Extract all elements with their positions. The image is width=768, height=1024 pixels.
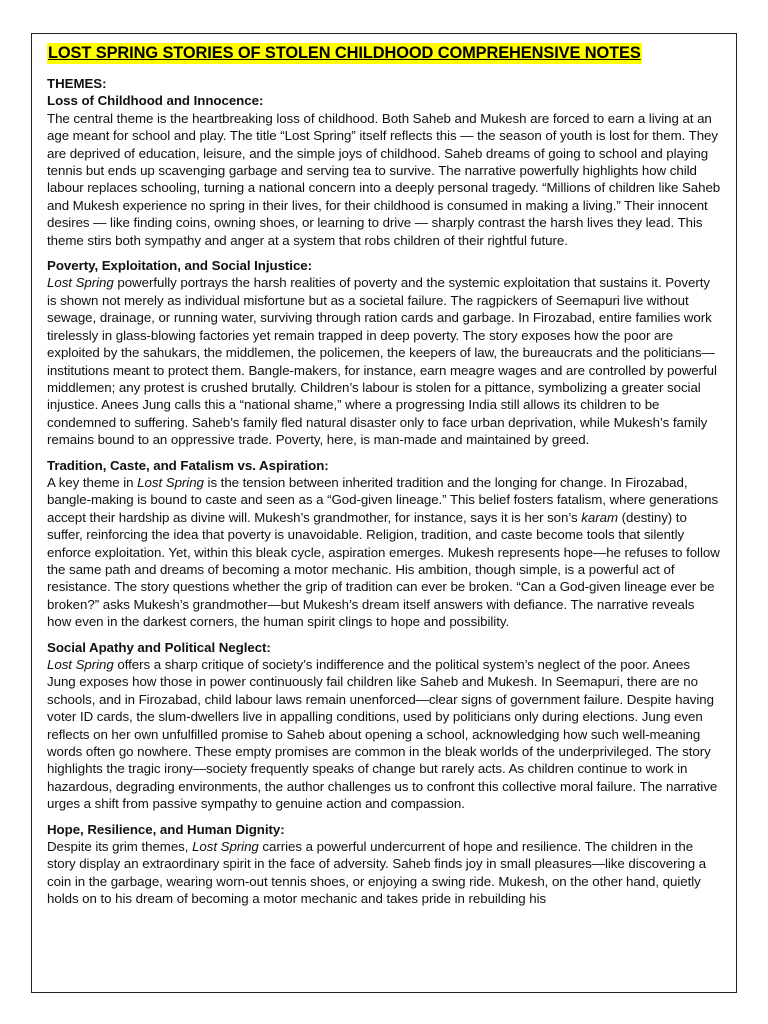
section-heading: Poverty, Exploitation, and Social Injustice: bbox=[47, 258, 313, 274]
italic-title: Lost Spring bbox=[47, 275, 114, 291]
section-paragraph bbox=[47, 110, 721, 249]
italic-title: Lost Spring bbox=[192, 839, 259, 855]
section-heading: Loss of Childhood and Innocence: bbox=[47, 93, 264, 109]
themes-label: THEMES: bbox=[47, 76, 107, 91]
section-heading: Social Apathy and Political Neglect: bbox=[47, 639, 271, 655]
section-poverty-exploitation bbox=[47, 257, 721, 448]
paragraph-text: is the tension between inherited tradition and the longing for change. In Firozabad, bangle-making is bound to caste and seen as a “God-given lineage.” This belief fosters fatalism, where generations accept their hardship as divine will. Mukesh’s grandmother, for instance, says it is her son’s bbox=[47, 474, 719, 525]
document-body bbox=[32, 34, 736, 908]
section-tradition-caste bbox=[47, 457, 721, 631]
page-frame bbox=[31, 33, 737, 993]
section-paragraph bbox=[47, 474, 721, 631]
section-hope-resilience bbox=[47, 821, 721, 908]
section-loss-of-childhood bbox=[47, 92, 721, 249]
paragraph-text: (destiny) to suffer, reinforcing the idea that poverty is unavoidable. Religion, tradition, and caste become tools that silently enforce exploitation. Yet, within this bleak cycle, aspiration emerges. Mukesh represents hope—he refuses to follow the same path and dreams of becoming a motor mechanic. His ambition, though simple, is a powerful act of resistance. The story questions whether the grip of tradition can ever be broken. “Can a God-given lineage ever be broken?” asks Mukesh’s grandmother—but Mukesh’s dream itself answers with defiance. The narrative reveals how even in the darkest corners, the human spirit clings to hope and possibility. bbox=[47, 509, 720, 630]
italic-title: Lost Spring bbox=[137, 474, 204, 490]
section-paragraph bbox=[47, 838, 721, 908]
section-heading: Tradition, Caste, and Fatalism vs. Aspiration: bbox=[47, 457, 329, 473]
page-title: LOST SPRING STORIES OF STOLEN CHILDHOOD COMPREHENSIVE NOTES bbox=[48, 44, 641, 62]
paragraph-text: carries a powerful undercurrent of hope and resilience. The children in the story display an extraordinary spirit in the face of adversity. Saheb finds joy in small pleasures—like discovering a coin in the garbage, wearing worn-out tennis shoes, or enjoying a swing ride. Mukesh, on the other hand, quietly holds on to his dream of becoming a motor mechanic and takes pride in rebuilding his bbox=[47, 839, 707, 907]
italic-title: Lost Spring bbox=[47, 657, 114, 672]
title-wrapper bbox=[47, 43, 721, 64]
paragraph-text: offers a sharp critique of society’s indifference and the political system’s neglect of the poor. Anees Jung exposes how those in power continuously fail children like Saheb and Mukesh. In Seemapuri, there are no schools, and in Firozabad, child labour laws remain unenforced—clear signs of government failure. Despite having voter ID cards, the slum-dwellers live in appalling conditions, used by politicians only during elections. Jung even reflects on her own unfulfilled promise to Saheb about opening a school, acknowledging how such well-meaning words often go nowhere. These empty promises are common in the bleak worlds of the underprivileged. The story highlights the tragic irony—society frequently speaks of change but rarely acts. As children continue to work in hazardous, degrading environments, the author challenges us to confront this collective moral failure. The narrative urges a shift from passive sympathy to genuine action and compassion. bbox=[47, 657, 718, 812]
section-social-apathy bbox=[47, 639, 721, 813]
paragraph-text: Despite its grim themes, bbox=[47, 839, 193, 855]
paragraph-text: A key theme in bbox=[47, 474, 138, 490]
section-paragraph bbox=[47, 656, 721, 813]
section-heading: Hope, Resilience, and Human Dignity: bbox=[47, 821, 285, 837]
paragraph-text: powerfully portrays the harsh realities of poverty and the systemic exploitation that sustains it. Poverty is shown not merely as individual misfortune but as a societal failure. The ragpickers of Seemapuri live without sewage, drainage, or running water, surviving through ration cards and garbage. In Firozabad, entire families work tirelessly in glass-blowing factories yet remain trapped in deep poverty. The story exposes how the poor are exploited by the sahukars, the middlemen, the policemen, the keepers of law, the bureaucrats and the politicians—institutions meant to protect them. Bangle-makers, for instance, earn meagre wages and are controlled by powerful middlemen; any protest is crushed brutally. Children’s labour is stolen for a pittance, symbolizing a greater social injustice. Anees Jung calls this a “national shame,” where a progressing India still allows its children to be condemned to suffering. Saheb’s family fled natural disaster only to face urban deprivation, while Mukesh’s family remains bound to an oppressive trade. Poverty, here, is man-made and maintained by greed. bbox=[47, 275, 717, 448]
italic-term: karam bbox=[581, 509, 618, 525]
section-paragraph bbox=[47, 274, 721, 448]
paragraph-text: The central theme is the heartbreaking loss of childhood. Both Saheb and Mukesh are forced to earn a living at an age meant for school and play. The title “Lost Spring” itself reflects this — the season of youth is lost for them. They are deprived of education, leisure, and the simple joys of childhood. Saheb dreams of going to school and playing tennis but ends up scavenging garbage and serving tea to survive. The narrative powerfully highlights how child labour replaces schooling, turning a national concern into a deeply personal tragedy. “Millions of children like Saheb and Mukesh experience no spring in their lives, for their childhood is consumed in making a living.” Their innocent desires — like finding coins, owning shoes, or learning to drive — sharply contrast the harsh lives they lead. This theme stirs both sympathy and anger at a system that robs children of their rightful future. bbox=[47, 110, 721, 248]
